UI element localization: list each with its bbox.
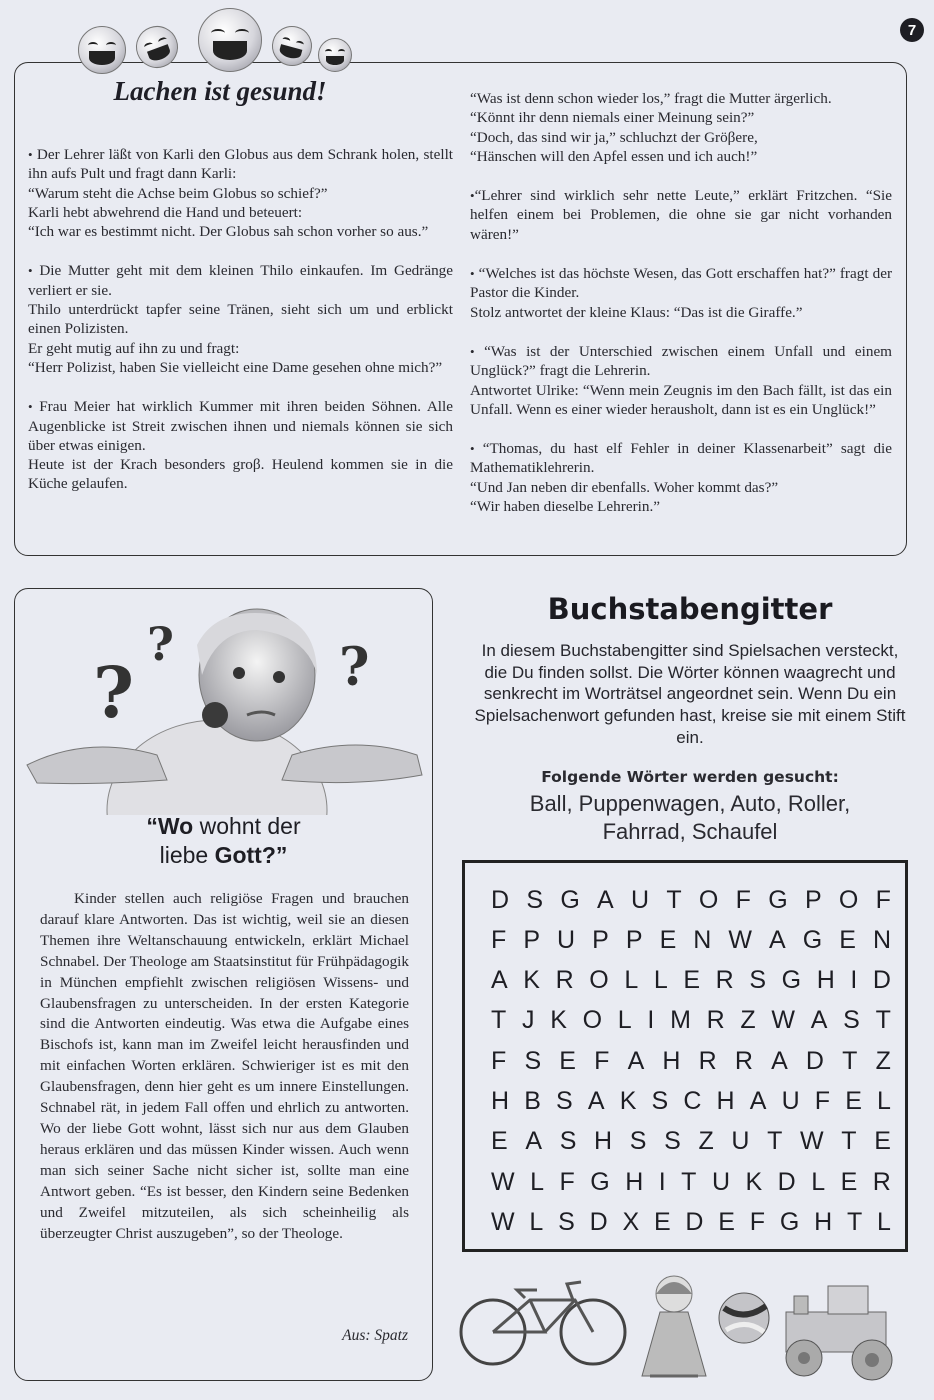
- page-number: 7: [900, 18, 924, 42]
- grid-letter: X: [622, 1207, 640, 1236]
- smiley-icon: [318, 38, 352, 72]
- grid-letter: R: [698, 1046, 717, 1075]
- grid-letter: G: [779, 1207, 800, 1236]
- grid-row: [491, 1122, 891, 1162]
- grid-row: [491, 920, 891, 960]
- grid-letter: R: [872, 1167, 891, 1196]
- grid-letter: Z: [875, 1046, 891, 1075]
- grid-letter: U: [781, 1087, 800, 1115]
- grid-letter: H: [491, 1087, 510, 1115]
- grid-letter: P: [592, 925, 609, 954]
- grid-letter: H: [814, 1207, 833, 1236]
- grid-letter: E: [659, 925, 677, 954]
- grid-letter: T: [841, 1127, 857, 1156]
- grid-letter: T: [491, 1006, 507, 1035]
- puzzle-title: Buchstabengitter: [547, 592, 833, 626]
- grid-letter: D: [589, 1207, 608, 1236]
- grid-letter: I: [647, 1006, 655, 1035]
- grid-letter: L: [530, 1167, 544, 1196]
- grid-letter: E: [653, 1207, 671, 1236]
- grid-letter: D: [491, 885, 510, 914]
- joke-item: • “Was ist der Unterschied zwischen einem Unfall und einem Unglück?” fragt die Lehrerin. Antwortet Ulrike: “Wenn mein Zeugnis im den Bach fällt, ist das ein Unfall. Wenn es einer wieder herausholt, dann ist es ein Unglück!”: [470, 342, 892, 418]
- grid-letter: H: [816, 966, 835, 995]
- grid-letter: S: [749, 966, 767, 995]
- god-article-source: Aus: Spatz: [342, 1327, 408, 1344]
- grid-letter: S: [664, 1127, 681, 1156]
- joke-item: • “Welches ist das höchste Wesen, das Gott erschaffen hat?” fragt der Pastor die Kinder. Stolz antwortet der kleine Klaus: “Das ist die Giraffe.”: [470, 265, 893, 321]
- grid-letter: T: [842, 1046, 858, 1075]
- grid-letter: P: [523, 925, 540, 954]
- grid-row: [491, 1041, 891, 1081]
- jokes-left-column: [28, 145, 453, 514]
- grid-letter: K: [523, 966, 540, 995]
- grid-letter: S: [558, 1207, 575, 1236]
- grid-letter: A: [597, 885, 614, 914]
- grid-letter: Z: [740, 1006, 756, 1035]
- grid-letter: A: [587, 1087, 605, 1115]
- joke-item: • Der Lehrer läßt von Karli den Globus aus dem Schrank holen, stellt ihn aufs Pult und fragt dann Karli: “Warum steht die Achse beim Globus so schief?” Karli hebt abwehrend die Hand und beteuert: “Ich war es bestimmt nicht. Der Globus sah schon vorher so aus.”: [28, 146, 454, 241]
- grid-letter: G: [590, 1167, 610, 1196]
- joke-item: • Frau Meier hat wirklich Kummer mit ihren beiden Söhnen. Alle Augenblicke ist Streit zwischen ihnen und niemals können sie sich über etwas einigen. Heute ist der Krach besonders groβ. Heulend kommen sie in die Küche gelaufen.: [28, 398, 453, 493]
- grid-letter: S: [556, 1087, 573, 1115]
- grid-letter: G: [781, 966, 802, 995]
- grid-letter: L: [617, 1006, 632, 1035]
- smiley-icon: [198, 8, 262, 72]
- grid-letter: L: [624, 966, 639, 995]
- grid-letter: W: [491, 1167, 515, 1196]
- grid-letter: S: [629, 1127, 647, 1156]
- grid-letter: O: [698, 885, 719, 914]
- grid-row: [491, 1162, 891, 1202]
- grid-letter: T: [767, 1127, 783, 1156]
- smiley-icon: [130, 20, 184, 74]
- grid-row: [491, 1082, 891, 1122]
- grid-row: [491, 880, 891, 920]
- grid-letter: E: [839, 925, 856, 954]
- toy-car-icon: [768, 1272, 908, 1384]
- grid-letter: T: [681, 1167, 697, 1196]
- grid-letter: E: [718, 1207, 735, 1236]
- grid-letter: K: [550, 1006, 567, 1035]
- smiley-icon: [78, 26, 126, 74]
- grid-letter: K: [619, 1087, 637, 1115]
- grid-letter: E: [491, 1127, 508, 1156]
- grid-letter: P: [625, 925, 643, 954]
- grid-letter: D: [872, 966, 891, 995]
- grid-letter: U: [711, 1167, 730, 1196]
- grid-letter: G: [560, 885, 580, 914]
- grid-row: [491, 961, 891, 1001]
- grid-letter: H: [716, 1087, 735, 1115]
- grid-letter: E: [683, 966, 701, 995]
- grid-letter: F: [735, 885, 751, 914]
- smiley-icon: [268, 22, 317, 71]
- joke-item: “Was ist denn schon wieder los,” fragt die Mutter ärgerlich. “Könnt ihr denn niemals einer Meinung sein?” “Doch, das sind wir ja,” schluchzt der Gröβere, “Hänschen will den Apfel essen und ich auch!”: [470, 90, 832, 165]
- grid-letter: R: [734, 1046, 753, 1075]
- grid-letter: S: [559, 1127, 577, 1156]
- grid-letter: H: [662, 1046, 681, 1075]
- grid-row: [491, 1001, 891, 1041]
- grid-letter: A: [525, 1127, 543, 1156]
- grid-letter: F: [875, 885, 891, 914]
- grid-letter: F: [814, 1087, 831, 1115]
- grid-letter: B: [524, 1087, 541, 1115]
- grid-letter: T: [666, 885, 682, 914]
- joke-item: •“Lehrer sind wirklich sehr nette Leute,” erklärt Fritzchen. “Sie helfen einem bei Problemen, die ohne sie gar nicht vorhanden wären!”: [470, 187, 892, 243]
- puzzle-word-list: Ball, Puppenwagen, Auto, Roller, Fahrrad, Schaufel: [529, 791, 851, 844]
- grid-letter: L: [811, 1167, 826, 1196]
- question-mark-icon: ?: [339, 637, 370, 698]
- grid-letter: O: [589, 966, 609, 995]
- jokes-right-column: [470, 89, 892, 536]
- grid-letter: W: [800, 1127, 824, 1156]
- grid-letter: H: [594, 1127, 613, 1156]
- grid-letter: L: [653, 966, 668, 995]
- question-mark-icon: ?: [93, 651, 135, 734]
- grid-letter: U: [731, 1127, 750, 1156]
- grid-letter: R: [715, 966, 734, 995]
- grid-letter: E: [840, 1167, 858, 1196]
- grid-letter: U: [557, 925, 576, 954]
- grid-letter: J: [522, 1006, 535, 1035]
- grid-letter: A: [491, 966, 508, 995]
- grid-letter: G: [768, 885, 788, 914]
- grid-letter: A: [627, 1046, 645, 1075]
- grid-letter: W: [728, 925, 752, 954]
- grid-letter: A: [749, 1087, 767, 1115]
- grid-letter: W: [771, 1006, 796, 1035]
- child-shrugging-photo: [17, 605, 430, 815]
- grid-letter: A: [769, 925, 786, 954]
- grid-letter: I: [658, 1167, 666, 1196]
- grid-letter: U: [631, 885, 650, 914]
- grid-letter: O: [838, 885, 859, 914]
- grid-letter: P: [804, 885, 822, 914]
- grid-letter: E: [874, 1127, 891, 1156]
- grid-letter: L: [877, 1087, 891, 1115]
- god-article-body: Kinder stellen auch religiöse Fragen und brauchen darauf klare Antworten. Das ist wichtig, weil sie an diesen Themen ihre Weltanschauung entwickeln, erklärt Michael Schnabel. Der Theologe am Staatsinstitut für Frühpädagogik in München empfiehlt zwischen religiösen Wissens- und Glaubensfragen zu unterscheiden. In der ersten Kategorie sind die Antworten eindeutig. Was etwa die Aufgabe eines Bischofs ist, kann man im Zweifel leicht herausfinden und mit einfachen Worten erklären. Schwieriger ist es mit den Glaubensfragen, denn hier geht es um innere Einstellungen. Schnabel rät, in jedem Fall offen und ehrlich zu antworten. Wo der liebe Gott wohnt, lässt sich nur aus dem Glauben heraus erklären und das müssen Kinder wissen. Auch wenn man sich seiner Sache nicht sicher ist, sollte man eine Antwort geben. “Es ist besser, den Kindern seine Bedenken und Zweifel mitzuteilen, als sich scheinheilig als überzeugter Christ auszugeben”, so der Theologe.: [40, 890, 409, 1242]
- grid-row: [491, 1202, 891, 1242]
- grid-letter: W: [491, 1207, 515, 1236]
- grid-letter: E: [559, 1046, 576, 1075]
- grid-letter: S: [651, 1087, 669, 1115]
- grid-letter: A: [771, 1046, 788, 1075]
- grid-letter: R: [706, 1006, 725, 1035]
- smiley-row: [70, 4, 370, 76]
- ball-icon: [716, 1290, 772, 1346]
- puzzle-description: In diesem Buchstabengitter sind Spielsachen versteckt, die Du finden sollst. Die Wörter können waagrecht und senkrecht im Worträtsel angeordnet sein. Wenn Du ein Spielsachenwort gefunden hast, kreise sie mit einem Stift ein.: [474, 641, 906, 747]
- bicycle-icon: [455, 1270, 630, 1370]
- grid-letter: F: [491, 925, 507, 954]
- grid-letter: M: [670, 1006, 691, 1035]
- grid-letter: Z: [698, 1127, 714, 1156]
- grid-letter: F: [594, 1046, 610, 1075]
- grid-letter: S: [843, 1006, 860, 1035]
- joke-item: • “Thomas, du hast elf Fehler in deiner Klassenarbeit” sagt die Mathematiklehrerin. “Und Jan neben dir ebenfalls. Woher kommt das?” “Wir haben dieselbe Lehrerin.”: [470, 440, 892, 516]
- god-article-heading: “Wo wohnt der liebe Gott?”: [146, 813, 301, 868]
- letter-grid: [462, 860, 908, 1252]
- question-mark-icon: ?: [147, 617, 174, 671]
- grid-letter: T: [875, 1006, 891, 1035]
- grid-letter: S: [524, 1046, 542, 1075]
- grid-letter: C: [683, 1087, 702, 1115]
- grid-letter: A: [810, 1006, 828, 1035]
- grid-letter: F: [491, 1046, 507, 1075]
- grid-letter: I: [850, 966, 858, 995]
- grid-letter: E: [845, 1087, 862, 1115]
- grid-letter: K: [745, 1167, 763, 1196]
- grid-letter: F: [749, 1207, 766, 1236]
- grid-letter: D: [805, 1046, 824, 1075]
- grid-letter: L: [877, 1207, 891, 1236]
- grid-letter: L: [529, 1207, 544, 1236]
- puzzle-words-label: Folgende Wörter werden gesucht:: [541, 768, 839, 786]
- grid-letter: G: [802, 925, 823, 954]
- grid-letter: R: [555, 966, 574, 995]
- grid-letter: D: [777, 1167, 796, 1196]
- grid-letter: H: [625, 1167, 644, 1196]
- grid-letter: N: [872, 925, 891, 954]
- grid-letter: T: [846, 1207, 863, 1236]
- doll-icon: [636, 1272, 712, 1380]
- jokes-title: Lachen ist gesund!: [113, 76, 327, 106]
- grid-letter: F: [559, 1167, 575, 1196]
- grid-letter: S: [526, 885, 544, 914]
- grid-letter: D: [685, 1207, 704, 1236]
- grid-letter: O: [582, 1006, 603, 1035]
- joke-item: • Die Mutter geht mit dem kleinen Thilo einkaufen. Im Gedränge verliert er sie. Thilo unterdrückt tapfer seine Tränen, sieht sich um und erblickt einen Polizisten. Er geht mutig auf ihn zu und fragt: “Herr Polizist, haben Sie vielleicht eine Dame gesehen ohne mich?”: [28, 262, 454, 376]
- grid-letter: N: [693, 925, 712, 954]
